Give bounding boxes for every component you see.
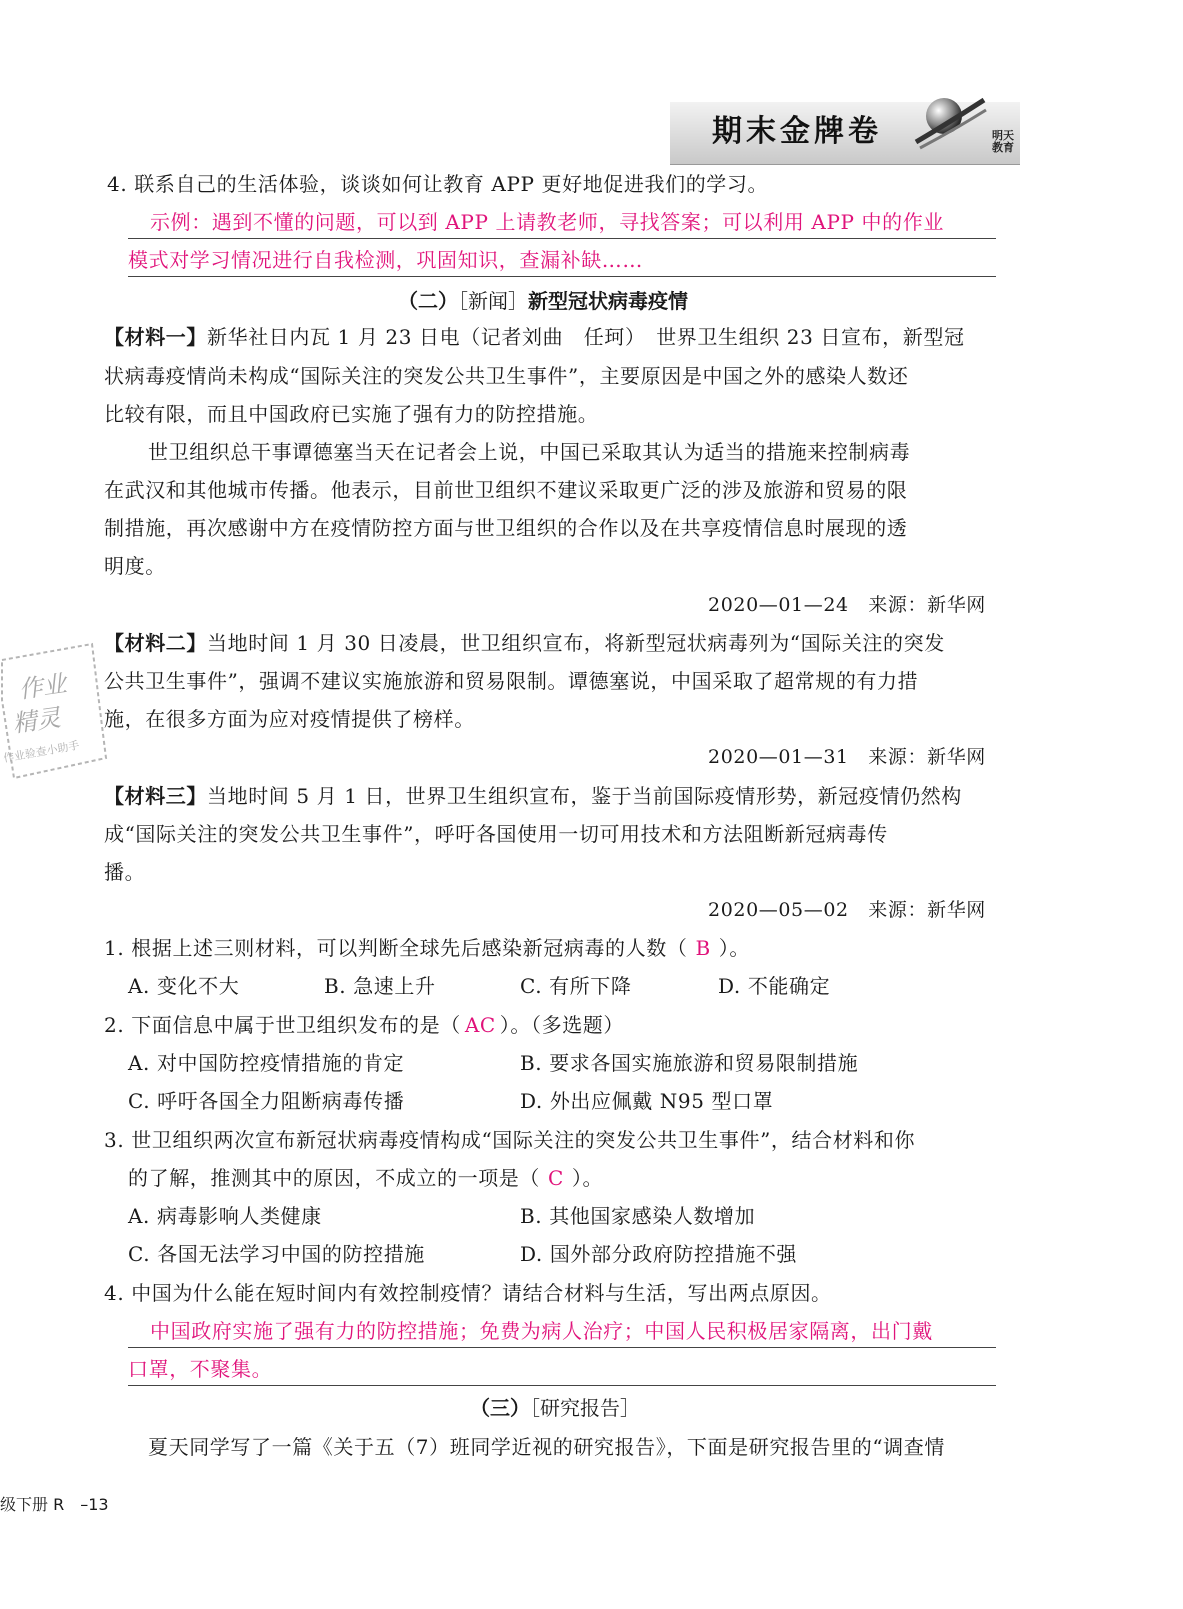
- header-title: 期末金牌卷: [712, 114, 882, 149]
- material1-line2: 状病毒疫情尚未构成“国际关注的突发公共卫生事件”，主要原因是中国之外的感染人数还: [104, 364, 909, 388]
- q2-stem-b: ）。（多选题）: [499, 1013, 624, 1037]
- q3-option-a: A. 病毒影响人类健康: [128, 1204, 322, 1228]
- material1-p2-line2: 在武汉和其他城市传播。他表示，目前世卫组织不建议采取更广泛的涉及旅游和贸易的限: [104, 478, 908, 502]
- material3-line3: 播。: [104, 860, 146, 884]
- q4-stem: 4. 中国为什么能在短时间内有效控制疫情？请结合材料与生活，写出两点原因。: [104, 1281, 832, 1305]
- q1-stem-b: ）。: [718, 936, 750, 960]
- q3-option-c: C. 各国无法学习中国的防控措施: [128, 1242, 425, 1266]
- q3-stem-line2: [128, 1164, 603, 1192]
- section2-num: （二）: [398, 289, 458, 313]
- material1-source: 2020—01—24 来源：新华网: [708, 594, 986, 616]
- material3-text1: 当地时间 5 月 1 日，世界卫生组织宣布，鉴于当前国际疫情形势，新冠疫情仍然构: [207, 784, 962, 808]
- q3-option-d: D. 国外部分政府防控措施不强: [520, 1242, 798, 1266]
- header-banner: [670, 82, 1020, 164]
- q2-option-a: A. 对中国防控疫情措施的肯定: [128, 1051, 405, 1075]
- material1-p2-line1: 世卫组织总干事谭德塞当天在记者会上说，中国已采取其认为适当的措施来控制病毒: [148, 440, 911, 464]
- q2-option-b: B. 要求各国实施旅游和贸易限制措施: [520, 1051, 859, 1075]
- material3-source: 2020—05—02 来源：新华网: [708, 899, 986, 921]
- homework-stamp-icon: [0, 640, 110, 795]
- q1-option-c: C. 有所下降: [520, 974, 632, 998]
- stamp-caption: 作业验查小助手: [2, 738, 81, 765]
- material1-line3: 比较有限，而且中国政府已实施了强有力的防控措施。: [104, 402, 599, 426]
- q2-stem-a: 2. 下面信息中属于世卫组织发布的是（: [104, 1013, 461, 1037]
- q4-top-question: 4. 联系自己的生活体验，谈谈如何让教育 APP 更好地促进我们的学习。: [107, 172, 769, 196]
- answer-rule: [128, 1385, 996, 1386]
- material2-text1: 当地时间 1 月 30 日凌晨，世卫组织宣布，将新型冠状病毒列为“国际关注的突发: [207, 631, 945, 655]
- material1-text1: 新华社日内瓦 1 月 23 日电（记者刘曲 任珂） 世界卫生组织 23 日宣布，新型冠: [207, 325, 965, 349]
- q2-option-d: D. 外出应佩戴 N95 型口罩: [520, 1089, 774, 1113]
- q3-answer: C: [548, 1166, 564, 1190]
- material2-line2: 公共卫生事件”，强调不建议实施旅游和贸易限制。谭德塞说，中国采取了超常规的有力措: [104, 669, 919, 693]
- intro-paragraph: 夏天同学写了一篇《关于五（7）班同学近视的研究报告》，下面是研究报告里的“调查情: [148, 1435, 945, 1459]
- page-footer: 级下册 R –13: [0, 1495, 109, 1514]
- section2-heading: 新型冠状病毒疫情: [528, 289, 688, 313]
- q4-answer-line2: 口罩，不聚集。: [128, 1357, 273, 1381]
- q3-stem-b: ）。: [571, 1166, 604, 1190]
- section3-title: [470, 1394, 640, 1422]
- globe-logo-icon: [910, 82, 990, 162]
- material1-p2-line3: 制措施，再次感谢中方在疫情防控方面与世卫组织的合作以及在共享疫情信息时展现的透: [104, 516, 908, 540]
- q3-stem-a: 的了解，推测其中的原因，不成立的一项是（: [128, 1166, 540, 1190]
- section3-num: （三）: [470, 1396, 530, 1420]
- q2-answer: AC: [464, 1013, 496, 1037]
- q1-option-b: B. 急速上升: [324, 974, 436, 998]
- section2-title: [398, 287, 688, 315]
- q4-answer-line1: 中国政府实施了强有力的防控措施；免费为病人治疗；中国人民积极居家隔离，出门戴: [150, 1319, 933, 1343]
- q1-stem-a: 1. 根据上述三则材料，可以判断全球先后感染新冠病毒的人数（: [104, 936, 688, 960]
- material2-line1: [104, 629, 945, 657]
- answer-rule: [128, 238, 996, 239]
- material1-label: 【材料一】: [104, 325, 207, 349]
- q2-option-c: C. 呼吁各国全力阻断病毒传播: [128, 1089, 405, 1113]
- material3-label: 【材料三】: [104, 784, 207, 808]
- section2-tag: ［新闻］: [458, 289, 528, 313]
- q1-option-d: D. 不能确定: [718, 974, 831, 998]
- q4-top-answer-line2: 模式对学习情况进行自我检测，巩固知识，查漏补缺……: [128, 248, 643, 272]
- material1-line1: [104, 323, 965, 351]
- material2-label: 【材料二】: [104, 631, 207, 655]
- material3-line1: [104, 782, 962, 810]
- q3-option-b: B. 其他国家感染人数增加: [520, 1204, 756, 1228]
- material1-p2-line4: 明度。: [104, 554, 166, 578]
- q1-stem: [104, 934, 750, 962]
- answer-rule: [128, 1347, 996, 1348]
- section3-tag: ［研究报告］: [530, 1396, 640, 1420]
- material2-source: 2020—01—31 来源：新华网: [708, 746, 986, 768]
- q1-answer: B: [695, 936, 711, 960]
- stamp-line2: 精灵: [10, 703, 63, 738]
- q2-stem: [104, 1011, 624, 1039]
- material2-line3: 施，在很多方面为应对疫情提供了榜样。: [104, 707, 475, 731]
- q4-top-answer-line1: 示例：遇到不懂的问题，可以到 APP 上请教老师，寻找答案；可以利用 APP 中的作业: [150, 210, 944, 234]
- q1-option-a: A. 变化不大: [128, 974, 240, 998]
- material3-line2: 成“国际关注的突发公共卫生事件”，呼吁各国使用一切可用技术和方法阻断新冠病毒传: [104, 822, 888, 846]
- header-brand: 明天 教育: [992, 129, 1014, 154]
- stamp-line1: 作业: [16, 669, 69, 704]
- answer-rule: [128, 276, 996, 277]
- q3-stem-line1: 3. 世卫组织两次宣布新冠状病毒疫情构成“国际关注的突发公共卫生事件”，结合材料和你: [104, 1128, 916, 1152]
